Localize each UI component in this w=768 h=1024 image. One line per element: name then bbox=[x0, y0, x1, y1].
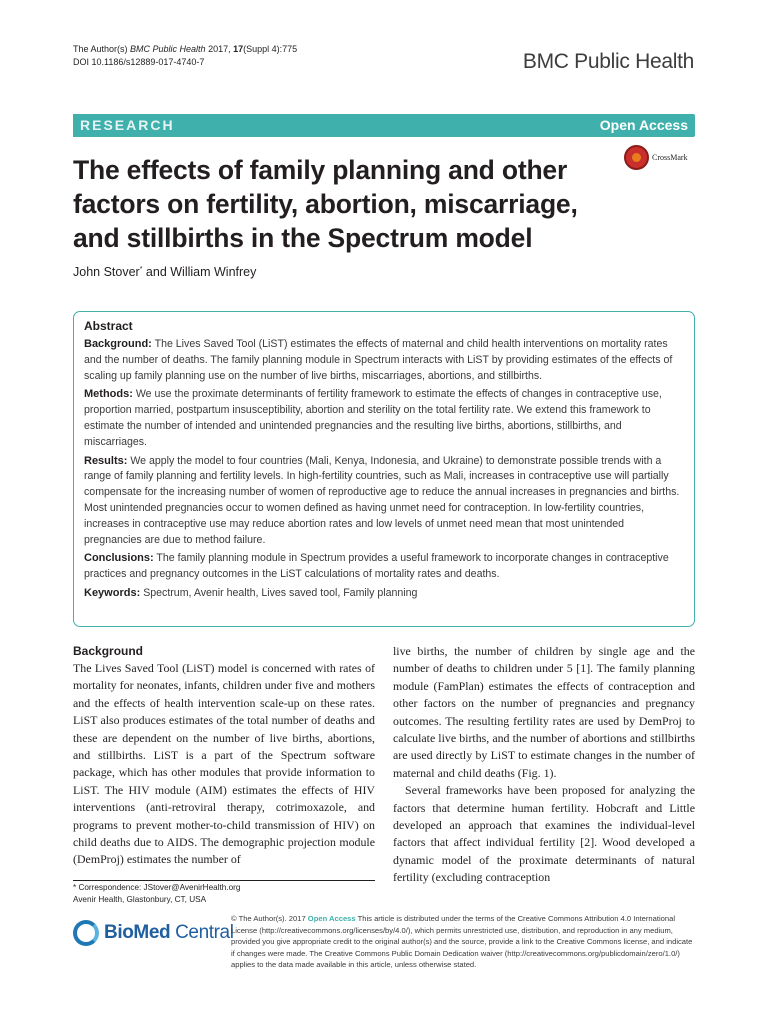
journal-name: BMC Public Health bbox=[522, 50, 694, 73]
doi-line[interactable]: DOI 10.1186/s12889-017-4740-7 bbox=[73, 57, 205, 67]
abstract-label: Background: bbox=[84, 338, 152, 350]
crossmark-label: CrossMark bbox=[652, 153, 688, 162]
abstract-label: Conclusions: bbox=[84, 552, 154, 565]
publisher-name-normal: Central bbox=[170, 922, 234, 943]
article-title: The effects of family planning and other factors on fertility, abortion, miscarriage, and stillbirths in the Spectrum model bbox=[73, 155, 578, 253]
abstract-methods bbox=[84, 387, 684, 450]
license-copyright: © The Author(s). 2017 bbox=[231, 914, 308, 923]
abstract-text: The family planning module in Spectrum provides a useful framework to incorporate changes in contraceptive practices and pregnancy outcomes in the LiST calculations of mortality rates and deaths. bbox=[84, 552, 669, 581]
abstract-heading: Abstract bbox=[84, 319, 133, 333]
abstract-text: We apply the model to four countries (Mali, Kenya, Indonesia, and Ukraine) to demonstrate possible trends with a range of family planning and fertility levels. In high-fertility countries, such as Mali, increases in contraceptive use will partially compensate for the increasing number of women of reproductive age to reduce the annual increases in pregnancies and births. Most unintended pregnancies occur to women defined as having unmet need for contraception. In low-fertility countries, increases in contraceptive use may reduce abortion rates and low levels of unmet need mean that most unintended pregnancies are due to method failure. bbox=[84, 454, 680, 546]
citation-issue: (Suppl 4):775 bbox=[243, 44, 298, 54]
crossmark-icon bbox=[624, 145, 649, 170]
footnote-rule bbox=[73, 880, 375, 881]
biomed-central-logo[interactable] bbox=[73, 920, 234, 946]
biomed-central-icon bbox=[73, 920, 99, 946]
body-paragraph: live births, the number of children by single age and the number of deaths to children under 5 [1]. The family planning module (FamPlan) estimates the effects of contraception and other factors on the number of pregnancies and pregnancy outcomes. The resulting fertility rates are used by DemProj to calculate live births, and the number of abortions and stillbirths are used directly by LiST to estimate changes in the number of maternal and child deaths (Fig. 1). bbox=[393, 644, 695, 780]
author-stover[interactable]: John Stover bbox=[73, 265, 140, 279]
body-paragraph: The Lives Saved Tool (LiST) model is concerned with rates of mortality for neonates, infants, children under five and mothers and the effects of health intervention scale-up on these rates. LiST also produces estimates of the total number of deaths and these are dependent on the number of live births, abortions, and stillbirths. LiST is a part of the Spectrum software package, which has other modules that provide information to LiST. The HIV module (AIM) estimates the effects of HIV interventions (anti-retroviral therapy, cotrimoxazole, and programs to prevent mother-to-child transmission of HIV) on child deaths due to AIDS. The demographic projection module (DemProj) estimates the number of bbox=[73, 661, 375, 867]
license-open-access: Open Access bbox=[307, 914, 356, 923]
affiliation-line: Avenir Health, Glastonbury, CT, USA bbox=[73, 895, 207, 904]
open-access-label[interactable]: Open Access bbox=[599, 117, 688, 133]
author-winfrey[interactable]: and William Winfrey bbox=[142, 265, 257, 279]
article-meta bbox=[73, 43, 297, 69]
abstract-results bbox=[84, 454, 684, 549]
abstract-label: Keywords: bbox=[84, 586, 141, 599]
abstract-background bbox=[84, 337, 684, 384]
citation-line bbox=[73, 43, 297, 56]
article-type-bar bbox=[73, 114, 695, 137]
abstract-box bbox=[73, 311, 695, 627]
article-type-label: RESEARCH bbox=[80, 117, 175, 133]
body-column-left bbox=[73, 643, 375, 869]
abstract-text: The Lives Saved Tool (LiST) estimates the effects of maternal and child health interventions on mortality rates and the number of deaths. The family planning module in Spectrum interacts with LiST by providing estimates of the effects of scaling up family planning use on the number of live births, miscarriages, abortions, and stillbirths. bbox=[84, 338, 673, 382]
author-list bbox=[73, 265, 256, 279]
abstract-conclusions bbox=[84, 551, 684, 583]
publisher-name bbox=[104, 922, 234, 944]
crossmark-badge[interactable] bbox=[624, 145, 688, 170]
citation-journal: BMC Public Health bbox=[130, 44, 206, 54]
corresponding-marker: * bbox=[139, 265, 143, 273]
abstract-label: Methods: bbox=[84, 388, 133, 401]
footnote bbox=[73, 882, 240, 906]
section-heading-background: Background bbox=[73, 644, 144, 658]
abstract-text: We use the proximate determinants of fertility framework to estimate the effects of changes in contraceptive use, proportion married, postpartum insusceptibility, abortion and sterility on the total fertility rate. We extend this framework to estimate the number of intended and unintended pregnancies and the resulting live births, abortions, stillbirths, and miscarriages. bbox=[84, 388, 662, 448]
body-column-right bbox=[393, 643, 695, 887]
license-statement bbox=[231, 913, 695, 971]
publisher-name-bold: BioMed bbox=[104, 922, 171, 943]
citation-volume: 17 bbox=[233, 44, 244, 54]
body-paragraph: Several frameworks have been proposed for analyzing the factors that determine human fertility. Hobcraft and Little developed an approach that examines the individual-level factors that affect individual fertility [2]. Wood developed a dynamic model of the proximate determinants of natural fertility (excluding contraception bbox=[393, 783, 695, 885]
citation-authors: The Author(s) bbox=[73, 44, 131, 54]
license-text: This article is distributed under the terms of the Creative Commons Attribution 4.0 International License (http://creativecommons.org/licenses/by/4.0/), which permits unrestricted use, distribution, and reproduction in any medium, provided you give appropriate credit to the original author(s) and the source, provide a link to the Creative Commons license, and indicate if changes were made. The Creative Commons Public Domain Dedication waiver (http://creativecommons.org/publicdomain/zero/1.0/) applies to the data made available in this article, unless otherwise stated. bbox=[231, 914, 693, 969]
abstract-keywords bbox=[84, 586, 684, 602]
abstract-label: Results: bbox=[84, 454, 128, 467]
abstract-text: Spectrum, Avenir health, Lives saved tool, Family planning bbox=[140, 586, 418, 599]
correspondence-line[interactable]: * Correspondence: JStover@AvenirHealth.org bbox=[73, 883, 241, 892]
citation-year: 2017, bbox=[205, 44, 234, 54]
